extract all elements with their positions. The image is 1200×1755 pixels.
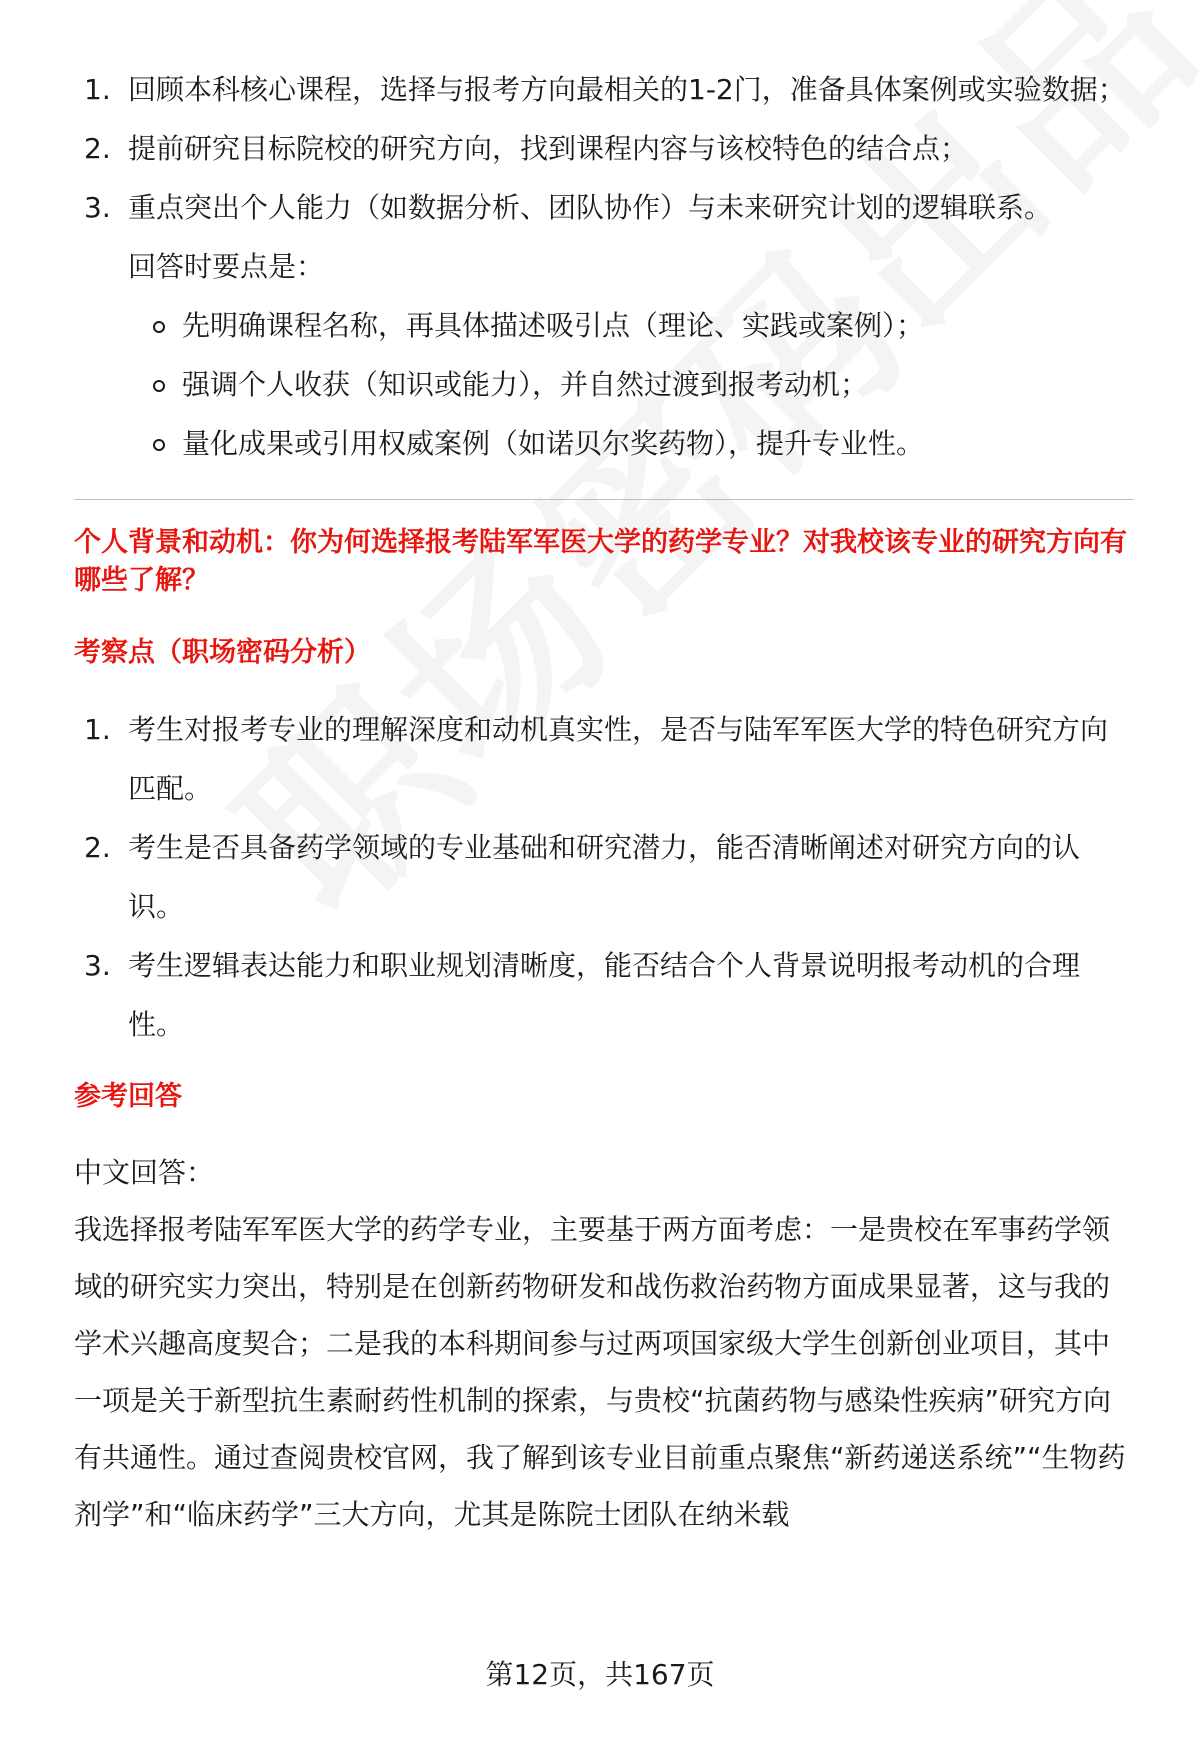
list-item bbox=[74, 178, 1134, 237]
list-number: 1. bbox=[84, 73, 111, 106]
chinese-answer-paragraph: 我选择报考陆军军医大学的药学专业，主要基于两方面考虑：一是贵校在军事药学领域的研究实力突出，特别是在创新药物研发和战伤救治药物方面成果显著，这与我的学术兴趣高度契合；二是我的本科期间参与过两项国家级大学生创新创业项目，其中一项是关于新型抗生素耐药性机制的探索，与贵校“抗菌药物与感染性疾病”研究方向有共通性。通过查阅贵校官网，我了解到该专业目前重点聚焦“新药递送系统”“生物药剂学”和“临床药学”三大方向，尤其是陈院士团队在纳米载 bbox=[74, 1213, 1126, 1531]
list-number: 2. bbox=[84, 132, 111, 165]
answer-points-label: 回答时要点是： bbox=[128, 250, 325, 283]
page-footer: 第12页，共167页 bbox=[485, 1658, 715, 1691]
bullet-item bbox=[74, 296, 1134, 355]
bullet-circle-icon bbox=[153, 321, 165, 333]
list-text: 重点突出个人能力（如数据分析、团队协作）与未来研究计划的逻辑联系。 bbox=[128, 191, 1053, 224]
list-item bbox=[74, 700, 1134, 818]
bullet-circle-icon bbox=[153, 380, 165, 392]
chinese-answer-label: 中文回答： bbox=[74, 1156, 215, 1189]
list-item bbox=[74, 119, 1134, 178]
list-text: 考生是否具备药学领域的专业基础和研究潜力，能否清晰阐述对研究方向的认识。 bbox=[128, 831, 1081, 923]
page-content bbox=[74, 60, 1134, 1543]
list-text: 考生逻辑表达能力和职业规划清晰度，能否结合个人背景说明报考动机的合理性。 bbox=[128, 949, 1081, 1041]
list-text: 考生对报考专业的理解深度和动机真实性，是否与陆军军医大学的特色研究方向匹配。 bbox=[128, 713, 1109, 805]
list-item bbox=[74, 60, 1134, 119]
list-number: 3. bbox=[84, 949, 111, 982]
list-item bbox=[74, 818, 1134, 936]
list-number: 3. bbox=[84, 191, 111, 224]
exam-points-list bbox=[74, 700, 1134, 1054]
answer-points-list bbox=[74, 296, 1134, 473]
exam-points-heading: 考察点（职场密码分析） bbox=[74, 637, 371, 668]
list-text: 提前研究目标院校的研究方向，找到课程内容与该校特色的结合点； bbox=[128, 132, 969, 165]
bullet-circle-icon bbox=[153, 439, 165, 451]
intro-list bbox=[74, 60, 1134, 237]
bullet-text: 先明确课程名称，再具体描述吸引点（理论、实践或案例）； bbox=[182, 309, 925, 342]
question-heading: 个人背景和动机：你为何选择报考陆军军医大学的药学专业？对我校该专业的研究方向有哪些了解？ bbox=[74, 527, 1127, 596]
list-item bbox=[74, 936, 1134, 1054]
bullet-item bbox=[74, 414, 1134, 473]
list-number: 1. bbox=[84, 713, 111, 746]
reference-answer-heading: 参考回答 bbox=[74, 1081, 182, 1112]
bullet-text: 量化成果或引用权威案例（如诺贝尔奖药物），提升专业性。 bbox=[182, 427, 925, 460]
bullet-text: 强调个人收获（知识或能力），并自然过渡到报考动机； bbox=[182, 368, 869, 401]
list-text: 回顾本科核心课程，选择与报考方向最相关的1-2门，准备具体案例或实验数据； bbox=[128, 73, 1126, 106]
bullet-item bbox=[74, 355, 1134, 414]
list-number: 2. bbox=[84, 831, 111, 864]
divider bbox=[74, 499, 1134, 500]
